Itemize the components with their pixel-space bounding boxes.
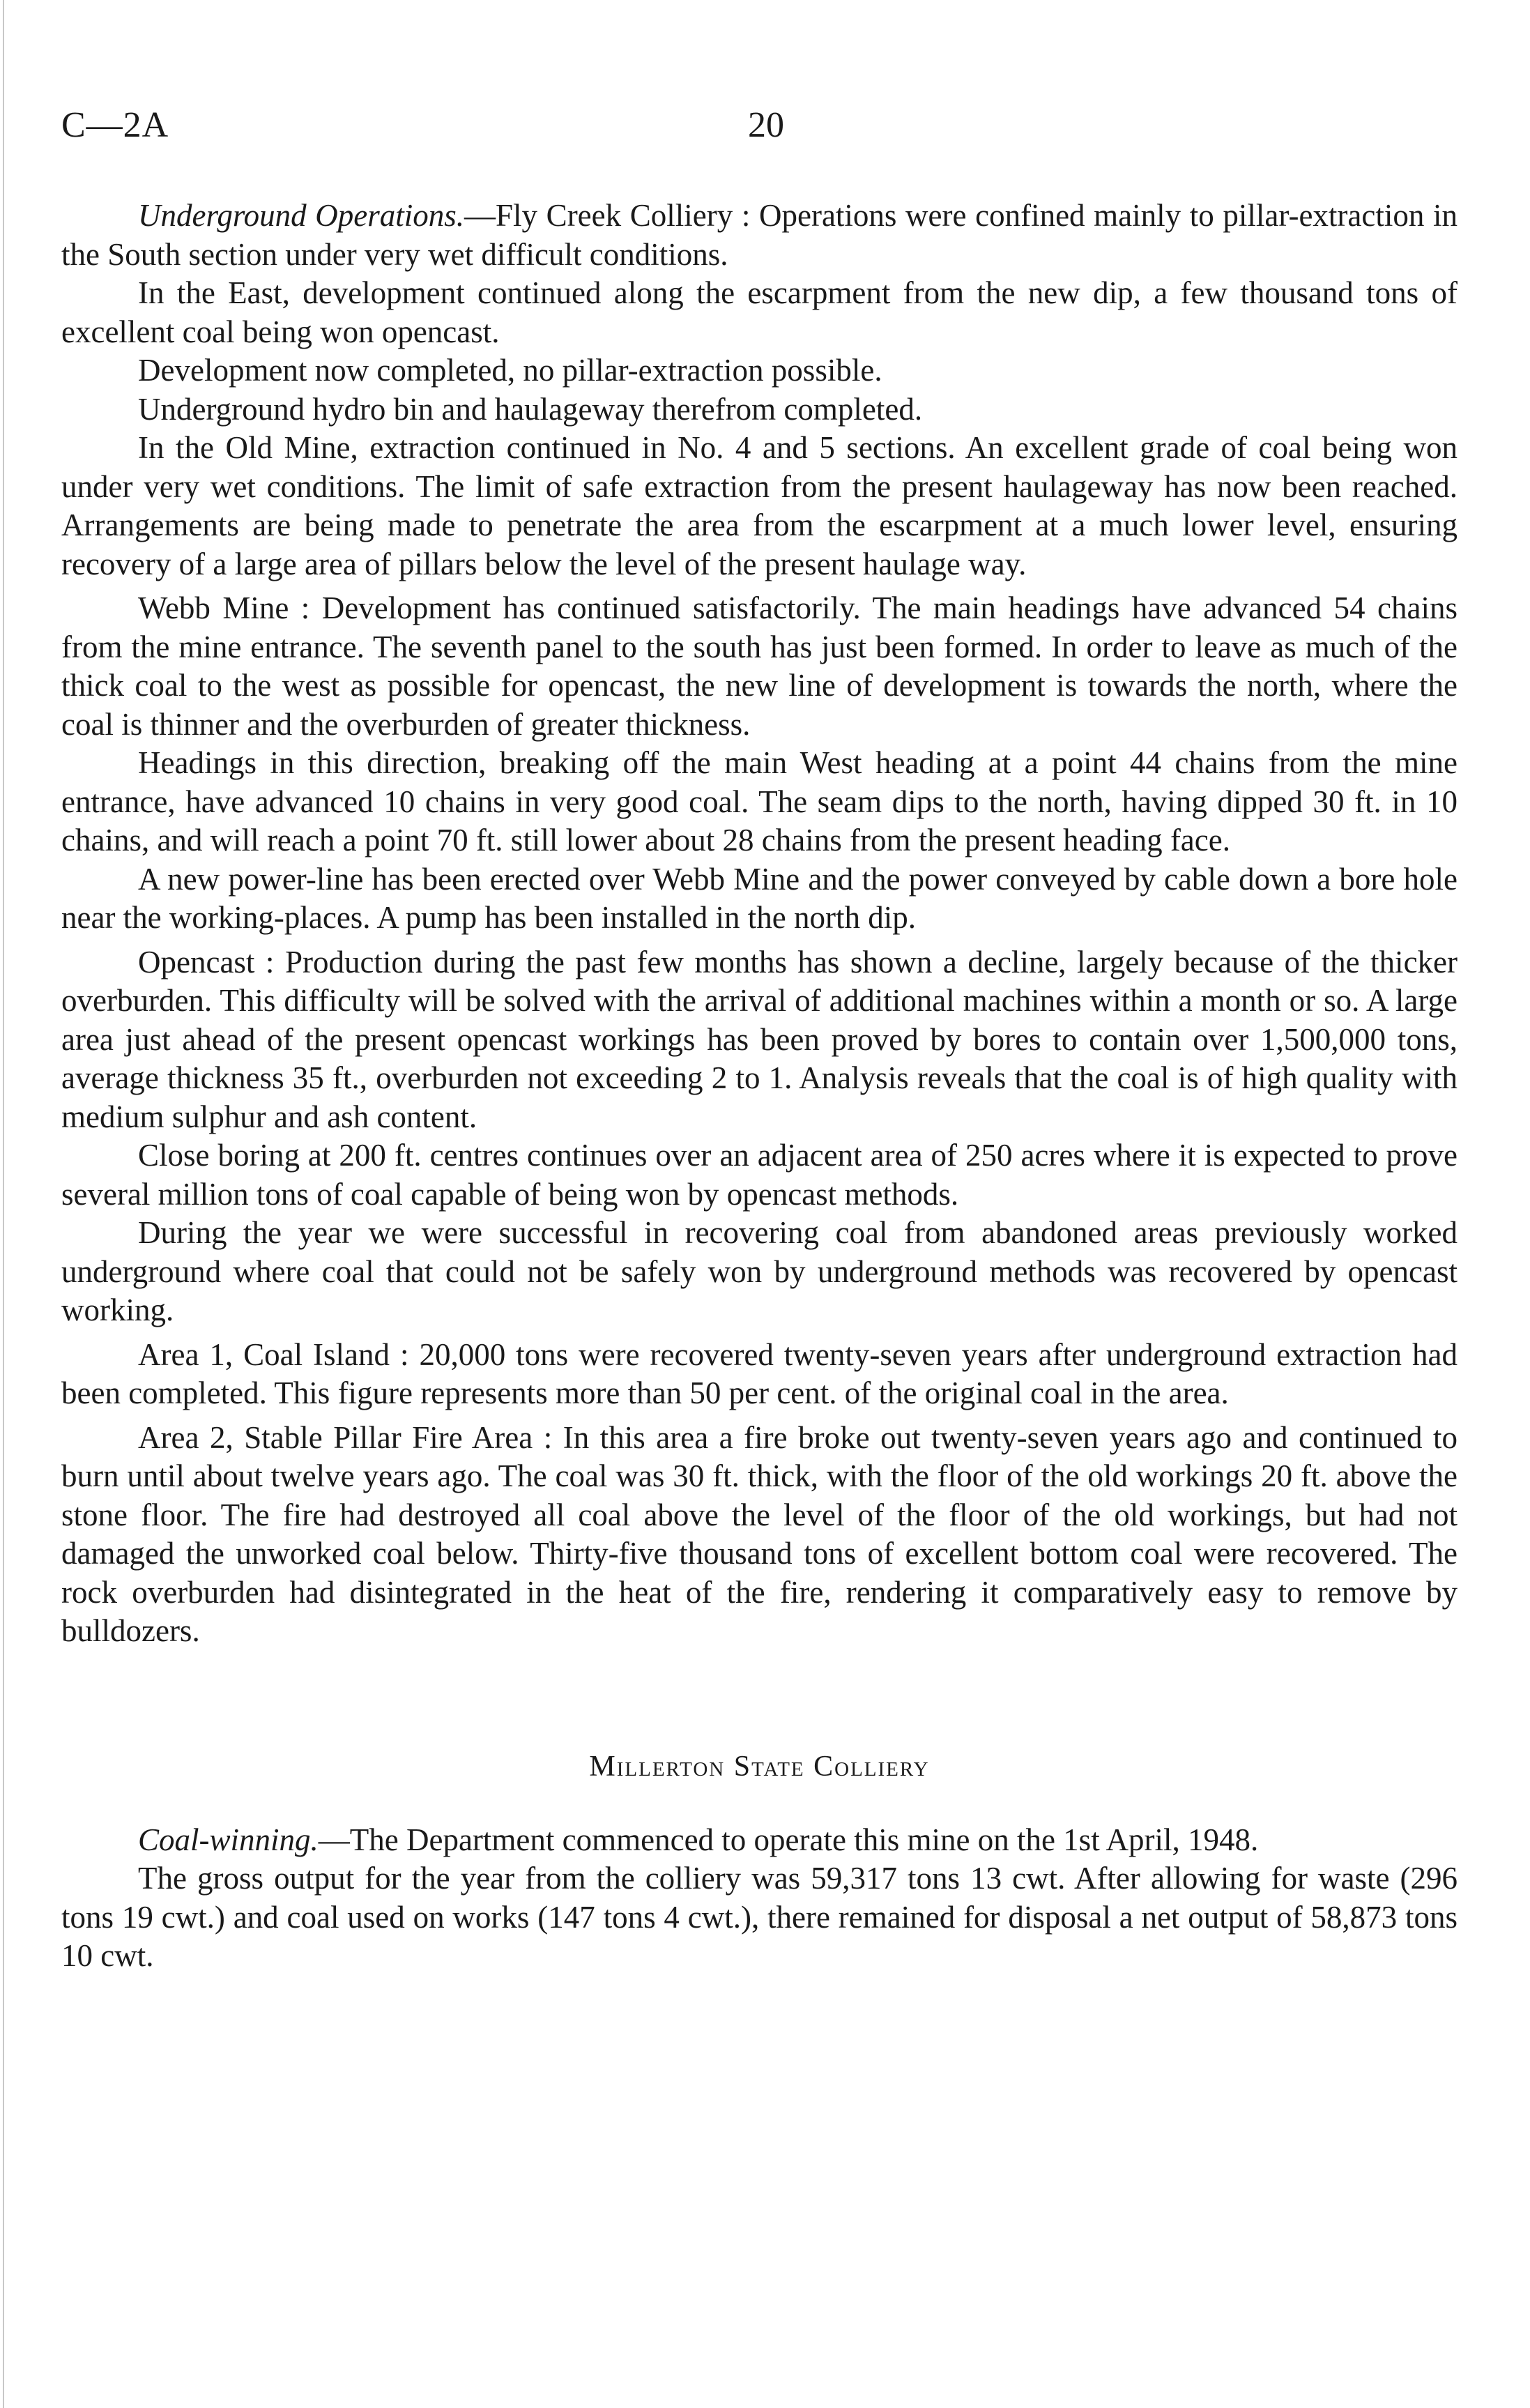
page-header: [61, 105, 1458, 160]
paragraph-area-1: Area 1, Coal Island : 20,000 tons were recovered twenty-seven years after underground extraction had been completed. This figure represents more than 50 per cent. of the original coal in the area.: [61, 1336, 1458, 1410]
paragraph-recovery: During the year we were successful in recovering coal from abandoned areas previously worked underground where coal that could not be safely won by underground methods was recovered by opencast working.: [61, 1215, 1458, 1327]
section-fly-creek: [61, 197, 1458, 1651]
paragraph-text: —The Department commenced to operate this mine on the 1st April, 1948.: [318, 1822, 1259, 1857]
paragraph-title: Underground Operations.: [138, 198, 465, 233]
document-page: [61, 105, 1458, 1976]
paragraph-coal-winning: [61, 1821, 1458, 1860]
section-heading-millerton: Millerton State Colliery: [589, 1750, 930, 1783]
paragraph-opencast: Opencast : Production during the past few months has shown a decline, largely because of the thicker overburden. This difficulty will be solved with the arrival of additional machines within a month or so. A large area just ahead of the present opencast workings has been proved by bores to contain over 1,500,000 tons, average thickness 35 ft., overburden not exceeding 2 to 1. Analysis reveals that the coal is of high quality with medium sulphur and ash content.: [61, 944, 1458, 1134]
paragraph-area-2: Area 2, Stable Pillar Fire Area : In this area a fire broke out twenty-seven years ago and continued to burn until about twelve years ago. The coal was 30 ft. thick, with the floor of the old workings 20 ft. above the stone floor. The fire had destroyed all coal above the level of the floor of the old workings, but had not damaged the unworked coal below. Thirty-five thousand tons of excellent bottom coal were recovered. The rock overburden had disintegrated in the heat of the fire, rendering it comparatively easy to remove by bulldozers.: [61, 1419, 1458, 1648]
paragraph-gross-output: The gross output for the year from the colliery was 59,317 tons 13 cwt. After allowing for waste (296 tons 19 cwt.) and coal used on works (147 tons 4 cwt.), there remained for disposal a net output of 58,873 tons 10 cwt.: [61, 1861, 1458, 1973]
paragraph-underground-operations: [61, 197, 1458, 274]
paragraph-east-development: In the East, development continued along the escarpment from the new dip, a few thousand tons of excellent coal being won opencast.: [61, 275, 1458, 349]
paragraph-old-mine: In the Old Mine, extraction continued in No. 4 and 5 sections. An excellent grade of coal being won under very wet conditions. The limit of safe extraction from the present haulageway has now been reached. Arrangements are being made to penetrate the area from the escarpment at a much lower level, ensuring recovery of a large area of pillars below the level of the present haulage way.: [61, 430, 1458, 581]
paragraph-headings: Headings in this direction, breaking off the main West heading at a point 44 chains from the mine entrance, have advanced 10 chains in very good coal. The seam dips to the north, having dipped 30 ft. in 10 chains, and will reach a point 70 ft. still lower about 28 chains from the present heading face.: [61, 745, 1458, 858]
paragraph-close-boring: Close boring at 200 ft. centres continues over an adjacent area of 250 acres where it is expected to prove several million tons of coal capable of being won by opencast methods.: [61, 1138, 1458, 1212]
paragraph-webb-mine: Webb Mine : Development has continued satisfactorily. The main headings have advanced 54 chains from the mine entrance. The seventh panel to the south has just been formed. In order to leave as much of the thick coal to the west as possible for opencast, the new line of development is towards the north, where the coal is thinner and the overburden of greater thickness.: [61, 590, 1458, 742]
page-edge-rule: [3, 0, 4, 2408]
paragraph-hydro-bin: Underground hydro bin and haulageway therefrom completed.: [138, 391, 923, 427]
paragraph-title: Coal-winning.: [138, 1822, 319, 1857]
paragraph-text: —Fly Creek Colliery : Operations were confined mainly to pillar-extraction in the South section under very wet difficult conditions.: [61, 198, 1458, 272]
paragraph-development-completed: Development now completed, no pillar-extraction possible.: [138, 353, 882, 388]
page-number: 20: [748, 105, 784, 145]
document-reference: C—2A: [61, 105, 169, 145]
section-millerton: [61, 1821, 1458, 1976]
paragraph-power-line: A new power-line has been erected over Webb Mine and the power conveyed by cable down a bore hole near the working-places. A pump has been installed in the north dip.: [61, 861, 1458, 935]
